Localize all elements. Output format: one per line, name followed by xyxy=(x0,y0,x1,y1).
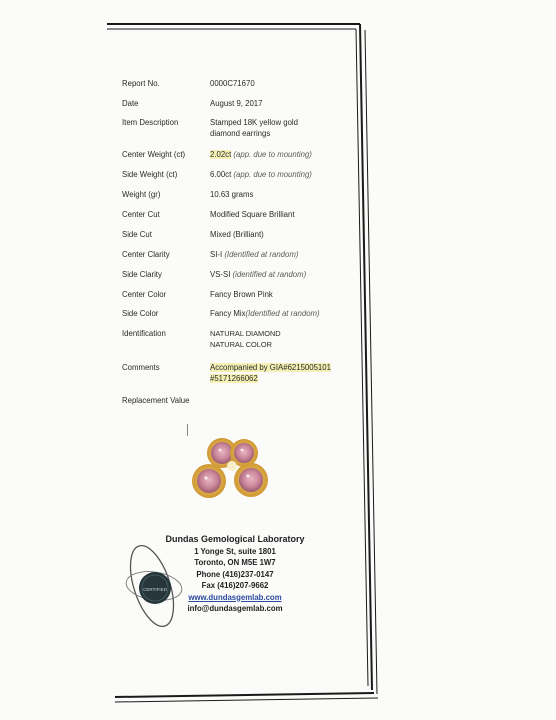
value-comments xyxy=(210,362,350,384)
value-report-no: 0000C71670 xyxy=(210,79,255,88)
label-report-no: Report No. xyxy=(122,79,160,88)
label-side-cut: Side Cut xyxy=(122,230,152,239)
label-comments: Comments xyxy=(122,363,160,372)
value-side-cut: Mixed (Brilliant) xyxy=(210,230,264,239)
value-item-description xyxy=(210,117,350,139)
label-date: Date xyxy=(122,99,139,108)
value-side-color-main: Fancy Mix xyxy=(210,309,246,318)
value-side-clarity xyxy=(210,269,350,280)
value-item-description-line2: diamond earrings xyxy=(210,129,271,138)
value-identification-line1: NATURAL DIAMOND xyxy=(210,329,281,338)
label-replacement-value: Replacement Value xyxy=(122,396,190,405)
value-center-clarity-main: SI-I xyxy=(210,250,223,259)
label-center-cut: Center Cut xyxy=(122,210,160,219)
lab-contact-block xyxy=(160,534,310,615)
note-center-weight: (app. due to mounting) xyxy=(233,150,312,159)
value-side-clarity-main: VS-SI xyxy=(210,270,231,279)
seal-text: CERTIFIED xyxy=(143,587,167,592)
value-side-weight xyxy=(210,169,350,180)
label-identification: Identification xyxy=(122,329,166,338)
value-center-weight xyxy=(210,149,350,160)
value-comments-line2: #5171266062 xyxy=(210,374,258,383)
value-center-weight-main: 2.02ct xyxy=(210,150,232,159)
note-side-weight: (app. due to mounting) xyxy=(233,170,312,179)
value-side-color xyxy=(210,308,350,319)
value-identification xyxy=(210,328,350,350)
label-side-clarity: Side Clarity xyxy=(122,270,162,279)
note-center-clarity: (Identified at random) xyxy=(224,250,299,259)
value-center-cut: Modified Square Brilliant xyxy=(210,210,295,219)
lab-website-link[interactable]: www.dundasgemlab.com xyxy=(188,592,282,602)
label-side-weight: Side Weight (ct) xyxy=(122,170,178,179)
label-center-clarity: Center Clarity xyxy=(122,250,170,259)
lab-phone: Phone (416)237-0147 xyxy=(196,569,274,579)
lab-email[interactable]: info@dundasgemlab.com xyxy=(187,604,283,613)
value-date: August 9, 2017 xyxy=(210,99,263,108)
value-comments-line1: Accompanied by GIA#6215005101 xyxy=(210,363,331,372)
value-center-clarity xyxy=(210,249,350,260)
lab-address-line2: Toronto, ON M5E 1W7 xyxy=(194,558,276,567)
value-item-description-line1: Stamped 18K yellow gold xyxy=(210,118,298,127)
label-item-description: Item Description xyxy=(122,118,179,127)
label-side-color: Side Color xyxy=(122,309,159,318)
note-side-color: (Identified at random) xyxy=(245,309,320,318)
label-weight-gr: Weight (gr) xyxy=(122,190,161,199)
lab-name: Dundas Gemological Laboratory xyxy=(165,534,305,544)
label-center-color: Center Color xyxy=(122,290,167,299)
value-identification-line2: NATURAL COLOR xyxy=(210,340,273,349)
label-center-weight: Center Weight (ct) xyxy=(122,150,186,159)
pen-mark xyxy=(187,424,188,436)
value-center-color: Fancy Brown Pink xyxy=(210,290,273,299)
lab-address-line1: 1 Yonge St, suite 1801 xyxy=(194,546,276,556)
note-side-clarity: (identified at random) xyxy=(232,270,307,279)
value-side-weight-main: 6.00ct xyxy=(210,170,232,179)
earrings-photo xyxy=(186,436,276,502)
value-weight-gr: 10.63 grams xyxy=(210,190,254,199)
lab-fax: Fax (416)207-9662 xyxy=(201,581,269,590)
